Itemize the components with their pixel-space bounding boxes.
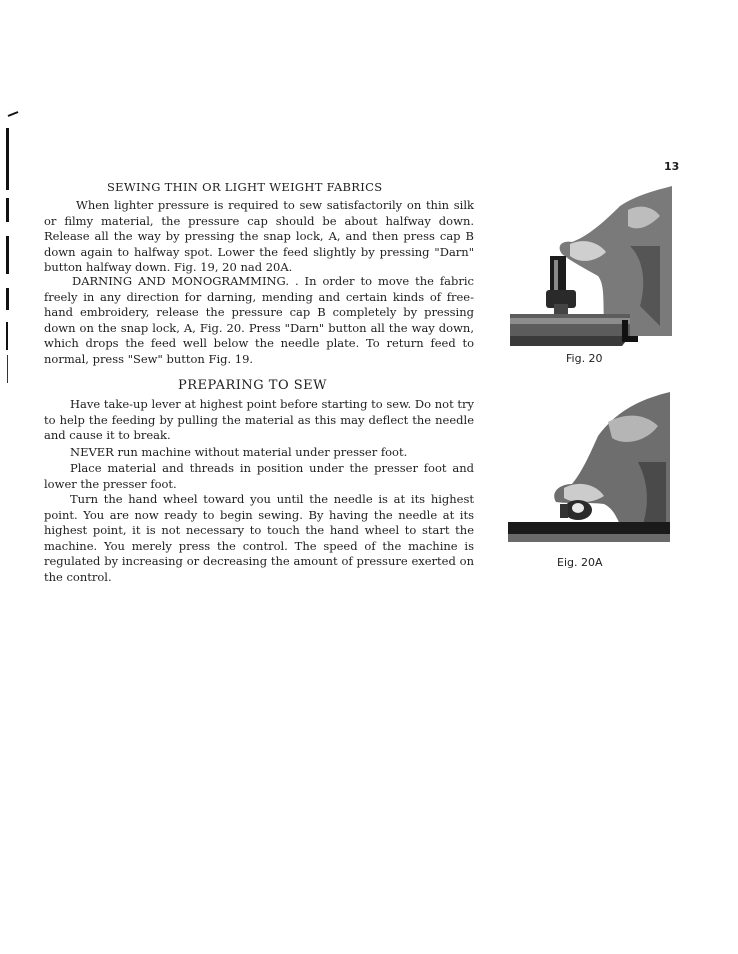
figure-20a-photo <box>508 392 670 550</box>
paragraph-never-run: NEVER run machine without material under presser foot. <box>70 445 408 459</box>
paragraph-take-up-lever: Have take-up lever at highest point before starting to sew. Do not try to help the feeding by pulling the material as this may deflect the needle and cause it to break. <box>44 397 474 442</box>
page-number: 13 <box>664 160 680 173</box>
figure-20-photo <box>510 186 672 346</box>
figure-20-caption: Fig. 20 <box>566 352 603 365</box>
paragraph-place-material: Place material and threads in position under the presser foot and lower the presser foot. <box>44 461 474 491</box>
figure-20a-caption: Eig. 20A <box>557 556 603 569</box>
paragraph-darning: DARNING AND MONOGRAMMING. . In order to move the fabric freely in any direction for darning, mending and certain kinds of free-hand embroidery, release the pressure cap B completely by pressing down on the snap lock, A, Fig. 20. Press "Darn" button all the way down, which drops the feed well below the needle plate. To return feed to normal, press "Sew" button Fig. 19. <box>44 274 474 366</box>
section-heading-preparing: PREPARING TO SEW <box>178 378 328 393</box>
binding-edge-marks <box>0 0 20 400</box>
paragraph-thin-fabrics: When lighter pressure is required to sew satisfactorily on thin silk or filmy material, the pressure cap should be about halfway down. Release all the way by pressing the snap lock, A, and then press cap B down again to halfway spot. Lower the feed slightly by pressing "Darn" button halfway down. Fig. 19, 20 nad 20A. <box>44 198 474 274</box>
section-heading-thin-fabrics: SEWING THIN OR LIGHT WEIGHT FABRICS <box>107 180 383 194</box>
paragraph-turn-wheel: Turn the hand wheel toward you until the needle is at its highest point. You are now ready to begin sewing. By having the needle at its highest point, it is not necessary to touch the hand wheel to start the machine. You merely press the control. The speed of the machine is regulated by increasing or decreasing the amount of pressure exerted on the control. <box>44 492 474 584</box>
